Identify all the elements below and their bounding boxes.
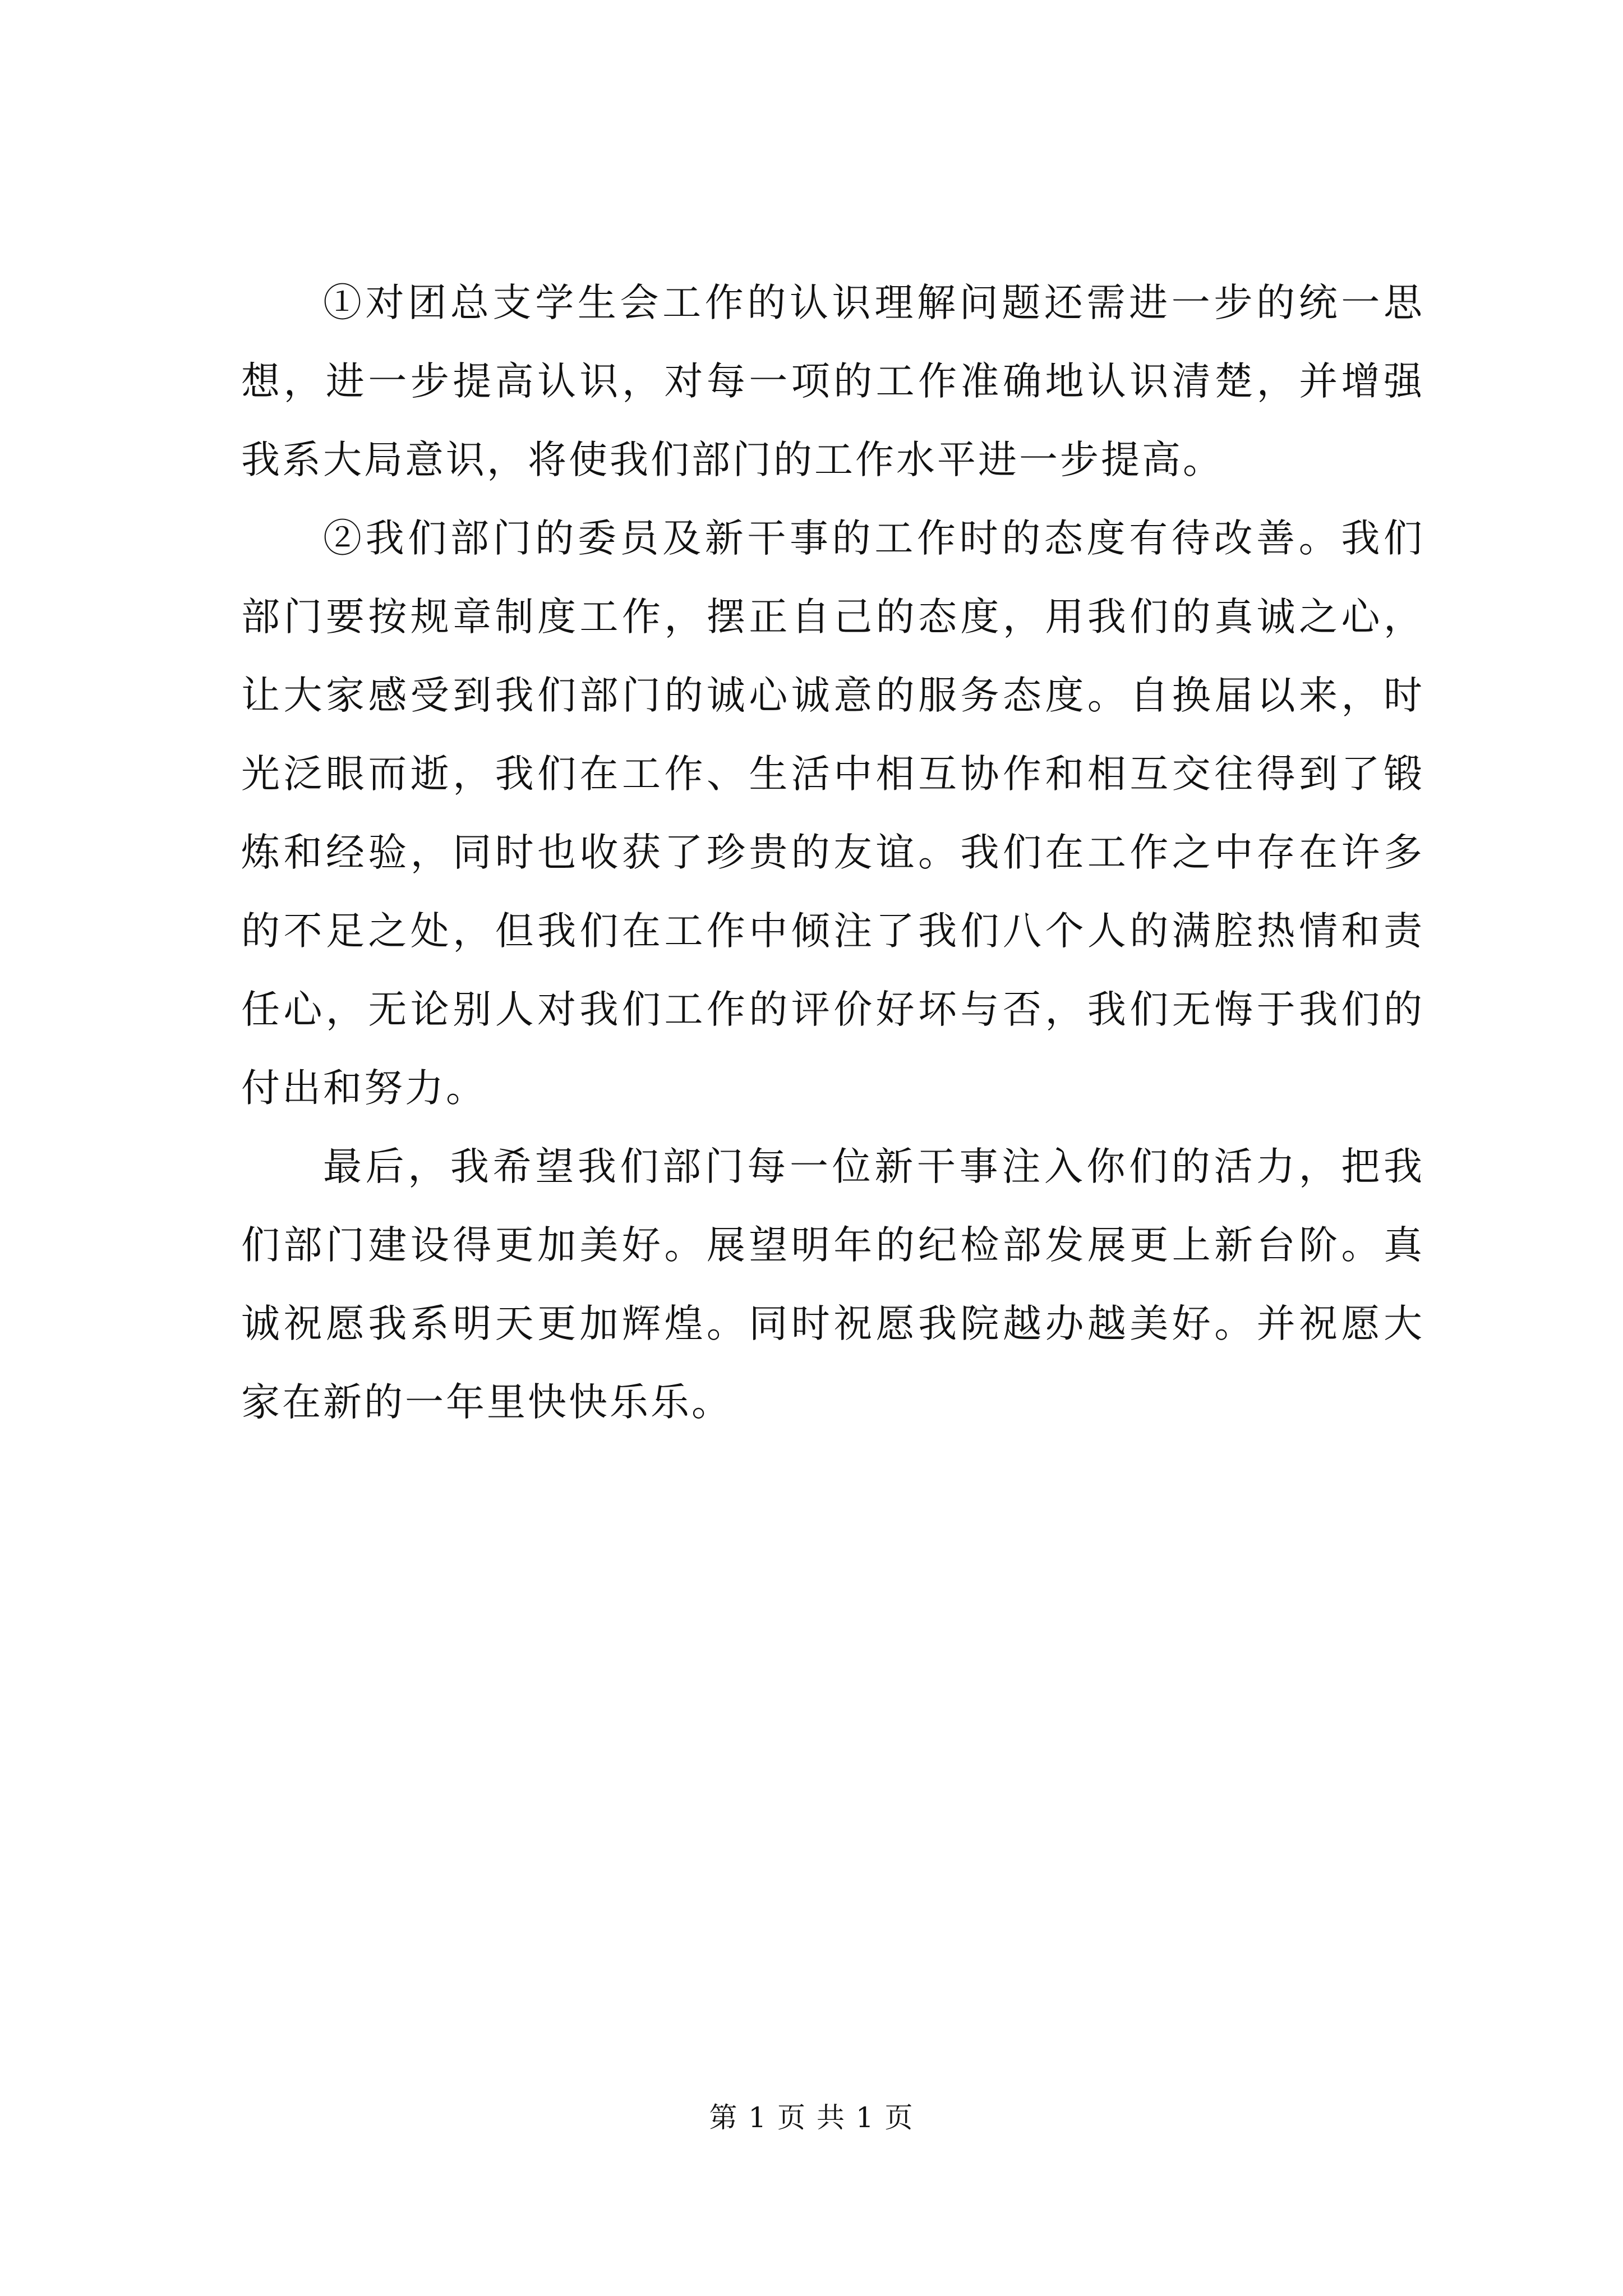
paragraph-1: ①对团总支学生会工作的认识理解问题还需进一步的统一思想，进一步提高认识，对每一项的工作准确地认识清楚，并增强我系大局意识，将使我们部门的工作水平进一步提高。 bbox=[241, 280, 1424, 482]
page-footer: 第 1 页 共 1 页 bbox=[709, 2101, 914, 2134]
paragraph-2: ②我们部门的委员及新干事的工作时的态度有待改善。我们部门要按规章制度工作，摆正自己的态度，用我们的真诚之心，让大家感受到我们部门的诚心诚意的服务态度。自换届以来，时光泛眼而逝，我们在工作、生活中相互协作和相互交往得到了锻炼和经验，同时也收获了珍贵的友谊。我们在工作之中存在许多的不足之处，但我们在工作中倾注了我们八个人的满腔热情和责任心，无论别人对我们工作的评价好坏与否，我们无悔于我们的付出和努力。 bbox=[241, 516, 1424, 1111]
document-body bbox=[241, 264, 1424, 1442]
paragraph-3: 最后，我希望我们部门每一位新干事注入你们的活力，把我们部门建设得更加美好。展望明年的纪检部发展更上新台阶。真诚祝愿我系明天更加辉煌。同时祝愿我院越办越美好。并祝愿大家在新的一年里快快乐乐。 bbox=[241, 1144, 1424, 1425]
